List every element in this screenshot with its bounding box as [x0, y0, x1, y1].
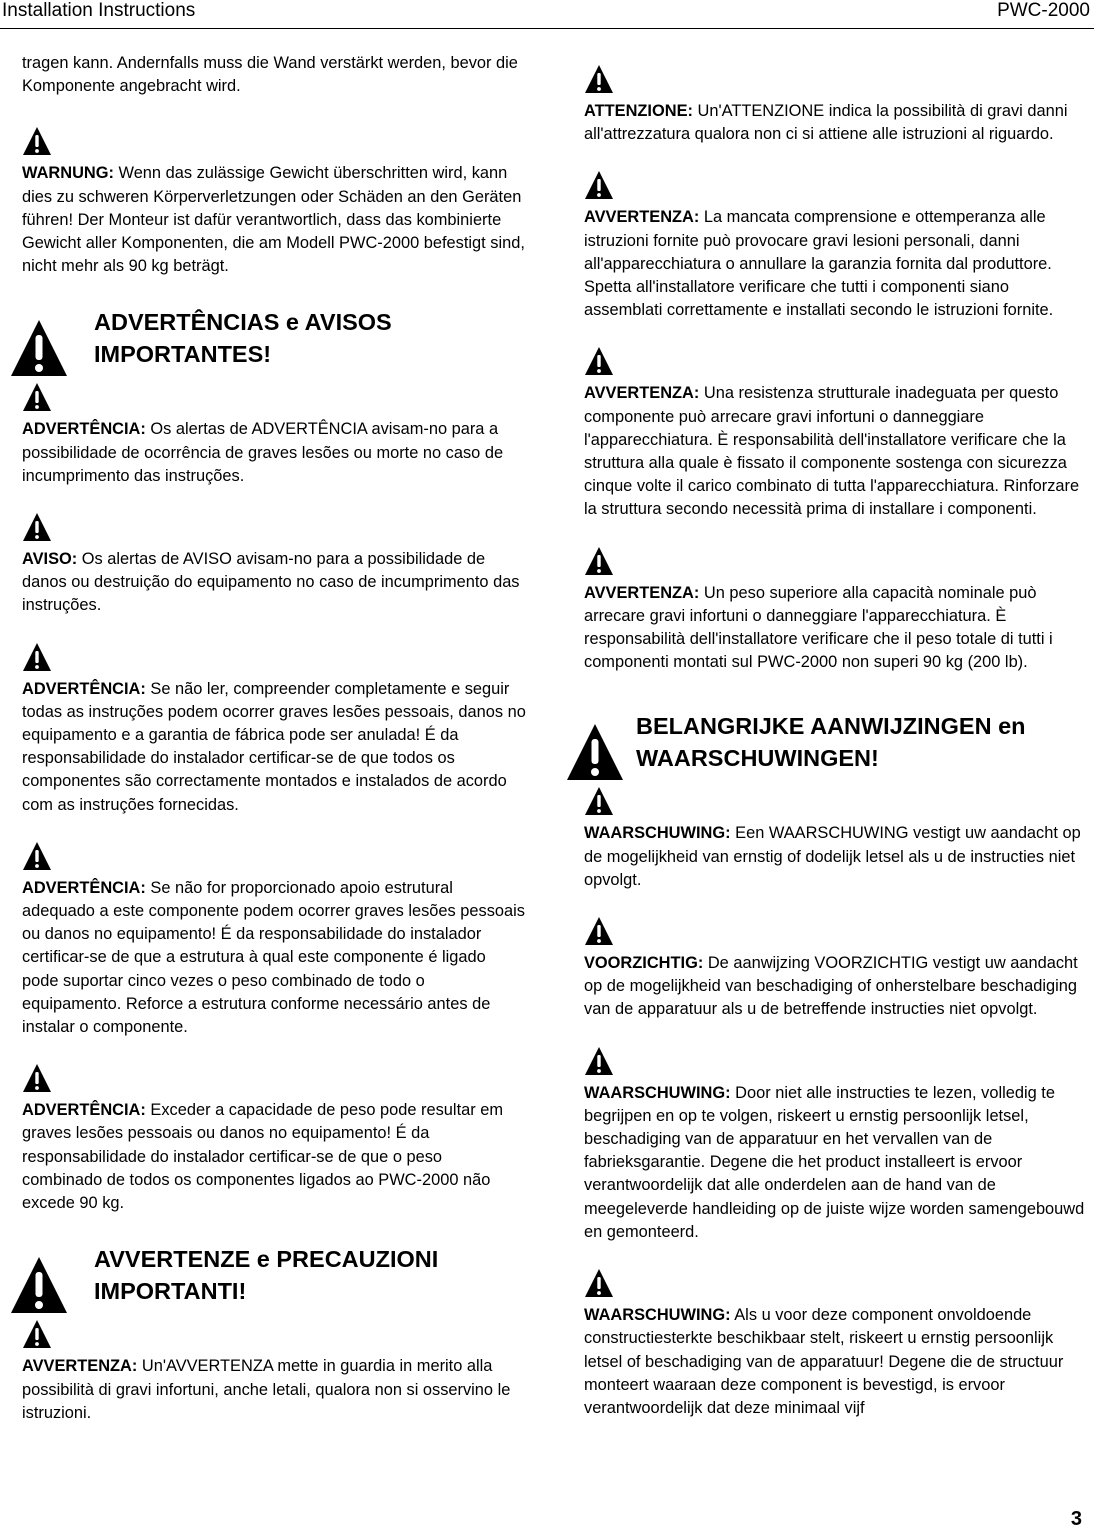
warning-triangle-icon — [22, 126, 526, 156]
page-number: 3 — [1070, 1508, 1082, 1530]
warning-block-pt-5 — [22, 1063, 526, 1215]
warning-triangle-icon — [22, 1319, 526, 1349]
warning-text: Una resistenza strutturale inadeguata per questo componente può arrecare gravi infortuni o danneggiare l'apparecchiatura. È responsabilità dell'installatore verificare che la struttura alla quale è fissato il componente sostenga con sicurezza cinque volte il carico combinato di tutta l'apparecchiatura. Rinforzare la struttura secondo necessità prima di installare i componenti. — [584, 384, 1080, 519]
warning-label: ADVERTÊNCIA: — [22, 679, 146, 698]
warning-triangle-icon — [22, 382, 526, 412]
warning-triangle-icon — [584, 916, 1090, 946]
warning-block-nl-2 — [584, 916, 1090, 1022]
warning-block-pt-3 — [22, 642, 526, 817]
warning-triangle-icon — [584, 786, 1090, 816]
warning-label: AVISO: — [22, 550, 78, 569]
warning-block-nl-3 — [584, 1046, 1090, 1244]
warning-label: WAARSCHUWING: — [584, 1306, 731, 1325]
warning-triangle-icon — [584, 64, 1090, 94]
warning-triangle-large-icon — [8, 1255, 70, 1315]
warning-block-pt-4 — [22, 841, 526, 1039]
warning-label: AVVERTENZA: — [584, 208, 700, 227]
warning-triangle-icon — [22, 512, 526, 542]
warning-block-it-1 — [22, 1319, 526, 1425]
warning-label: ADVERTÊNCIA: — [22, 1101, 146, 1120]
warning-text: Wenn das zulässige Gewicht überschritten wird, kann dies zu schweren Körperverletzungen oder Schäden an den Geräten führen! Der Monteur ist dafür verantwortlich, dass das kombinierte Gewicht aller Komponenten, die am Modell PWC-2000 befestigt sind, nicht mehr als 90 kg beträgt. — [22, 164, 525, 276]
warning-block-it-3 — [584, 170, 1090, 322]
warning-label: AVVERTENZA: — [22, 1357, 138, 1376]
heading-line-1: AVVERTENZE e PRECAUZIONI — [94, 1246, 439, 1273]
warning-label: WAARSCHUWING: — [584, 824, 731, 843]
warning-text: Een WAARSCHUWING vestigt uw aandacht op de mogelijkheid van ernstig of dodelijk letsel als u de instructies niet opvolgt. — [584, 824, 1081, 889]
warning-block-pt-2 — [22, 512, 526, 618]
warning-text: Os alertas de ADVERTÊNCIA avisam-no para a possibilidade de ocorrência de graves lesões ou morte no caso de incumprimento das instruções. — [22, 420, 504, 485]
warning-text: Se não for proporcionado apoio estrutural adequado a este componente podem ocorrer graves lesões pessoais ou danos no equipamento! É da responsabilidade do instalador certificar-se de que a estrutura à qual este componente é ligado pode suportar cinco vezes o peso combinado de todo o equipamento. Reforce a estrutura conforme necessário antes de instalar o componente. — [22, 878, 525, 1037]
right-column — [584, 52, 1090, 1420]
warning-block-it-2 — [584, 64, 1090, 146]
warning-text: Door niet alle instructies te lezen, volledig te begrijpen en op te volgen, riskeert u ernstig persoonlijk letsel, beschadiging van de apparatuur en het vervallen van de fabrieksgarantie. Degene die het product installeert is ervoor verantwoordelijk dat alle onderdelen aan de hand van de meegeleverde handleiding op de juiste wijze worden samengebouwd en gemonteerd. — [584, 1083, 1085, 1241]
warning-label: AVVERTENZA: — [584, 583, 700, 602]
warning-triangle-large-icon — [8, 318, 70, 378]
warning-text: Un peso superiore alla capacità nominale può arrecare gravi infortuni o danneggiare l'apparecchiatura. È responsabilità dell'installatore verificare che il peso totale di tutti i componenti montati sul PWC-2000 non superi 90 kg (200 lb). — [584, 583, 1053, 672]
warning-text: Se não ler, compreender completamente e seguir todas as instruções podem ocorrer graves lesões pessoais, danos no equipamento e a garantia de fábrica pode ser anulada! É da responsabilidade do instalador certificar-se de que todos os componentes são correctamente montados e instalados de acordo com as instruções fornecidas. — [22, 679, 526, 814]
warning-label: WARNUNG: — [22, 164, 114, 183]
warning-text: Un'ATTENZIONE indica la possibilità di gravi danni all'attrezzatura qualora non ci si attiene alle istruzioni al riguardo. — [584, 102, 1068, 144]
heading-line-2: WAARSCHUWINGEN! — [636, 745, 879, 772]
warning-triangle-icon — [584, 1046, 1090, 1076]
left-column — [22, 52, 526, 1425]
heading-line-1: BELANGRIJKE AANWIJZINGEN en — [636, 713, 1026, 740]
heading-line-2: IMPORTANTI! — [94, 1278, 247, 1305]
warning-text: Als u voor deze component onvoldoende constructiesterkte beschikbaar stelt, riskeert u ernstig persoonlijk letsel of beschadiging van de apparatuur! Degene die de structuur monteert waaraan deze component is bevestigd, is ervoor verantwoordelijk dat deze minimaal vijf — [584, 1306, 1064, 1417]
warning-triangle-icon — [22, 1063, 526, 1093]
warning-text: De aanwijzing VOORZICHTIG vestigt uw aandacht op de mogelijkheid van beschadiging of onherstelbare beschadiging van de apparatuur als u de betreffende instructies niet opvolgt. — [584, 954, 1078, 1019]
warning-label: WAARSCHUWING: — [584, 1083, 731, 1102]
warning-triangle-icon — [22, 642, 526, 672]
warning-triangle-icon — [584, 170, 1090, 200]
warning-block-de — [22, 126, 526, 278]
warning-label: ADVERTÊNCIA: — [22, 878, 146, 897]
warning-triangle-icon — [584, 1268, 1090, 1298]
warning-block-nl-1 — [584, 786, 1090, 892]
heading-line-2: IMPORTANTES! — [94, 341, 272, 368]
warning-block-nl-4 — [584, 1268, 1090, 1420]
heading-line-1: ADVERTÊNCIAS e AVISOS — [94, 309, 392, 336]
warning-text: La mancata comprensione e ottemperanza alle istruzioni fornite può provocare gravi lesioni personali, danni all'apparecchiatura o annullare la garanzia fornita dal produttore. Spetta all'installatore verificare che tutti i componenti siano assemblati correttamente e installati secondo le istruzioni fornite. — [584, 208, 1054, 320]
warning-triangle-large-icon — [564, 722, 626, 782]
warning-block-it-4 — [584, 346, 1090, 521]
warning-block-it-5 — [584, 546, 1090, 675]
warning-text: Os alertas de AVISO avisam-no para a possibilidade de danos ou destruição do equipamento no caso de incumprimento das instruções. — [22, 550, 520, 615]
warning-label: ATTENZIONE: — [584, 102, 693, 120]
warning-label: AVVERTENZA: — [584, 384, 700, 403]
warning-triangle-icon — [584, 546, 1090, 576]
intro-text: tragen kann. Andernfalls muss die Wand verstärkt werden, bevor die Komponente angebracht wird. — [22, 54, 518, 96]
warning-text: Exceder a capacidade de peso pode resultar em graves lesões pessoais ou danos no equipamento! É da responsabilidade do instalador certificar-se de que o peso combinado de todos os componentes ligados ao PWC-2000 não excede 90 kg. — [22, 1101, 504, 1213]
warning-triangle-icon — [22, 841, 526, 871]
warning-triangle-icon — [584, 346, 1090, 376]
warning-text: Un'AVVERTENZA mette in guardia in merito alla possibilità di gravi infortuni, anche letali, qualora non si osservino le istruzioni. — [22, 1357, 511, 1422]
warning-label: ADVERTÊNCIA: — [22, 420, 146, 439]
warning-block-pt-1 — [22, 382, 526, 488]
model-number: PWC-2000 — [997, 0, 1090, 21]
document-title: Installation Instructions — [2, 0, 196, 21]
warning-label: VOORZICHTIG: — [584, 954, 704, 973]
page-header — [0, 0, 1094, 29]
